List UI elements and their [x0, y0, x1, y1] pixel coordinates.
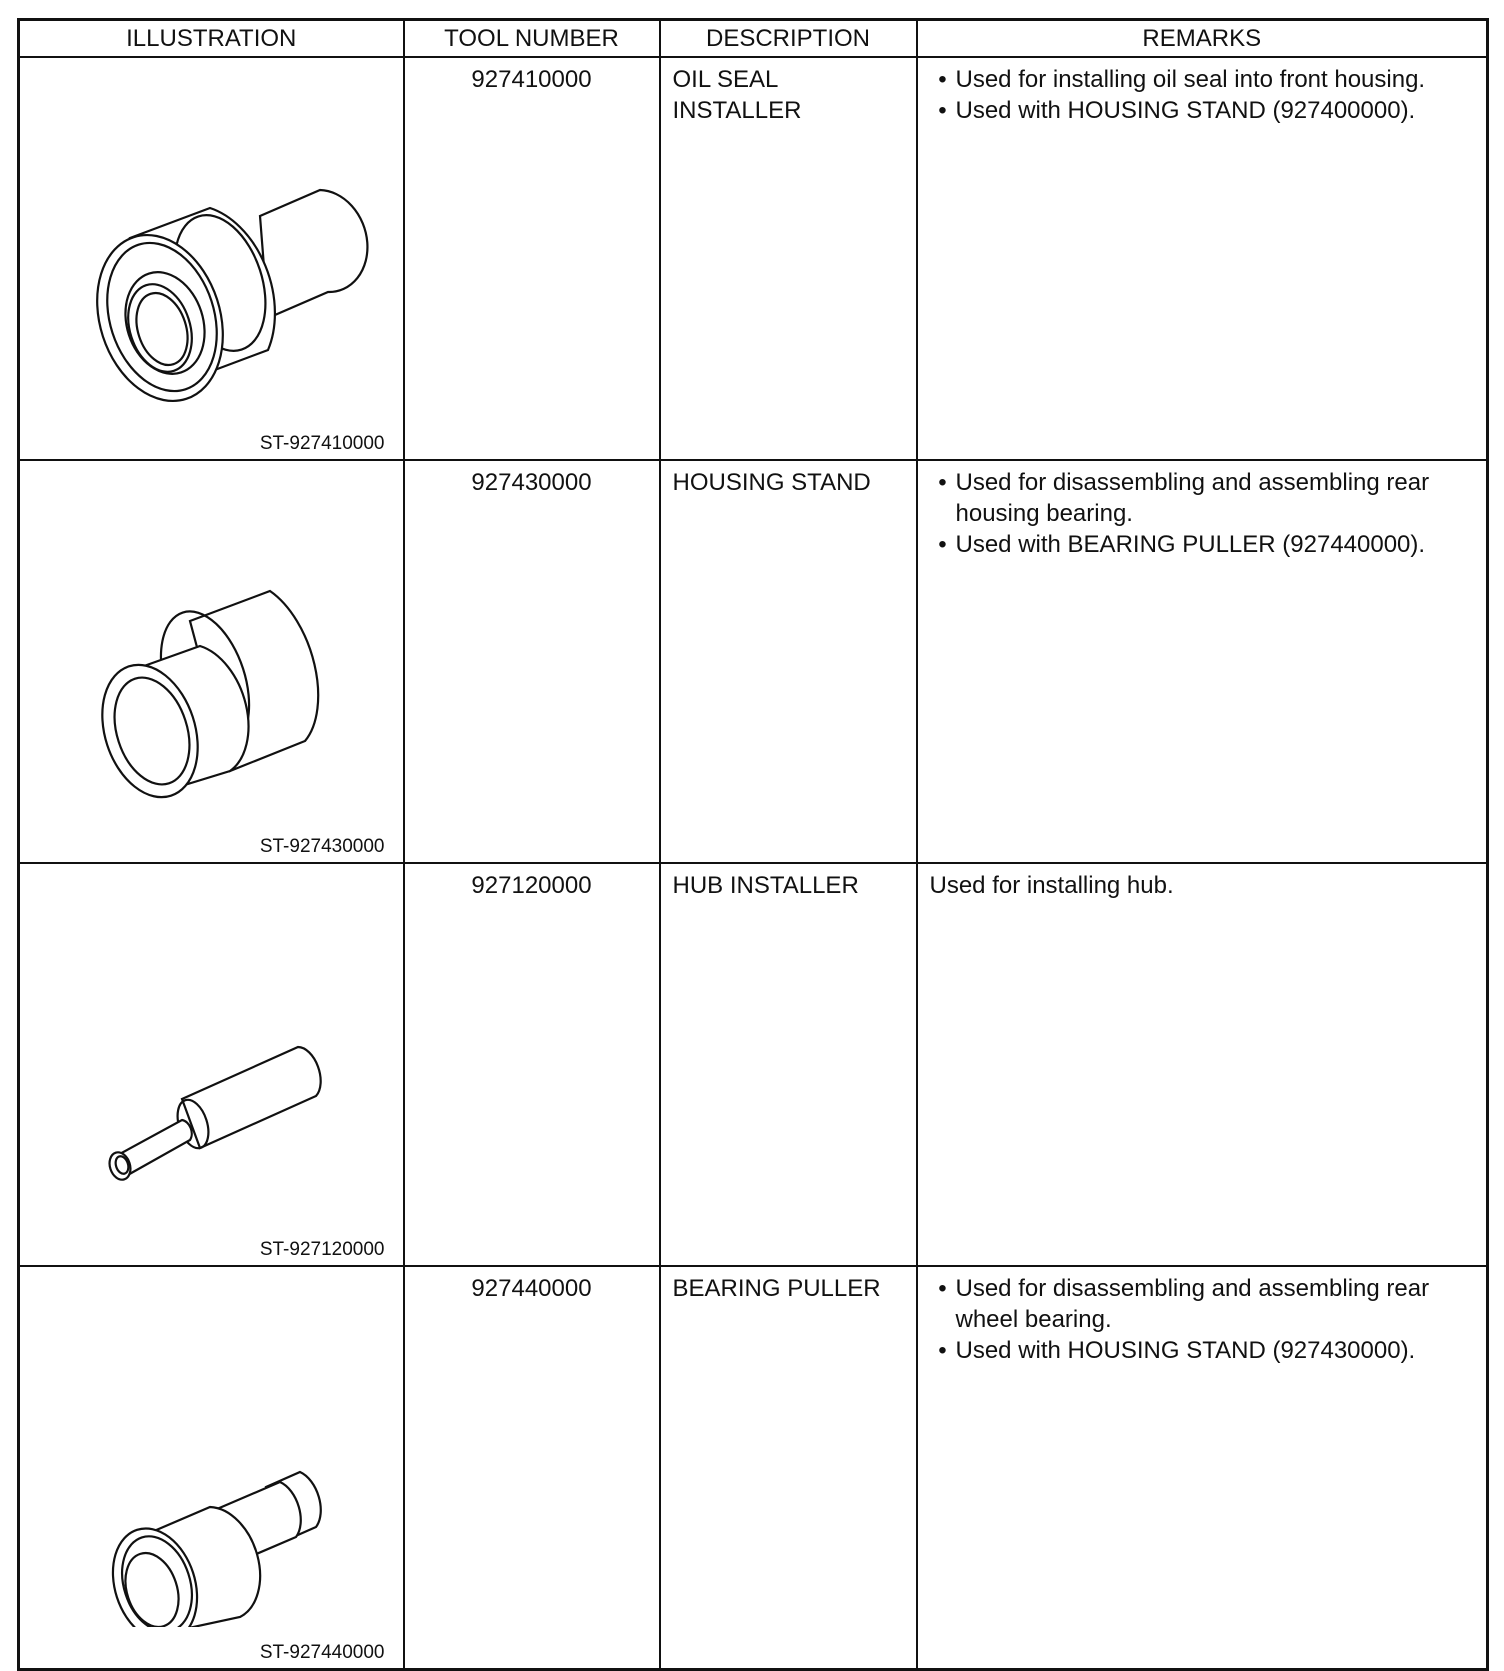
tool-description: BEARING PULLER [660, 1266, 917, 1670]
remark-line: • Used with HOUSING STAND (927400000). [930, 95, 1477, 126]
illustration-code: ST-927440000 [259, 1642, 385, 1663]
tool-description: HOUSING STAND [660, 460, 917, 863]
housing-stand-icon [70, 521, 370, 821]
tool-remarks [917, 57, 1488, 460]
remark-line: • Used for installing oil seal into front housing. [930, 64, 1477, 95]
header-row [19, 20, 1488, 58]
illustration-cell [19, 1266, 404, 1670]
header-remarks: REMARKS [917, 20, 1488, 58]
illustration-cell [19, 460, 404, 863]
header-tool-number: TOOL NUMBER [404, 20, 660, 58]
header-description: DESCRIPTION [660, 20, 917, 58]
illustration-code: ST-927430000 [259, 836, 385, 857]
illustration-code: ST-927120000 [259, 1239, 385, 1260]
tool-number: 927120000 [404, 863, 660, 1266]
table-row [19, 1266, 1488, 1670]
tool-remarks [917, 460, 1488, 863]
tool-description: OIL SEAL INSTALLER [660, 57, 917, 460]
tool-remarks [917, 1266, 1488, 1670]
remark-line: • Used for disassembling and assembling rear housing bearing. [930, 467, 1477, 529]
illustration-code: ST-927410000 [259, 433, 385, 454]
table-row [19, 57, 1488, 460]
oil-seal-installer-icon [70, 118, 370, 418]
remark-line: • Used with HOUSING STAND (927430000). [930, 1335, 1477, 1366]
bearing-puller-icon [70, 1327, 370, 1627]
hub-installer-icon [70, 924, 370, 1224]
remark-line: • Used for disassembling and assembling rear wheel bearing. [930, 1273, 1477, 1335]
table-row [19, 863, 1488, 1266]
remark-line: Used for installing hub. [929, 872, 1174, 899]
remark-line: • Used with BEARING PULLER (927440000). [930, 529, 1477, 560]
tool-number: 927430000 [404, 460, 660, 863]
tool-number: 927410000 [404, 57, 660, 460]
special-tools-table [17, 18, 1489, 1671]
illustration-cell [19, 863, 404, 1266]
tool-remarks [917, 863, 1488, 1266]
table-row [19, 460, 1488, 863]
tool-number: 927440000 [404, 1266, 660, 1670]
illustration-cell [19, 57, 404, 460]
header-illustration: ILLUSTRATION [19, 20, 404, 58]
tool-description: HUB INSTALLER [660, 863, 917, 1266]
